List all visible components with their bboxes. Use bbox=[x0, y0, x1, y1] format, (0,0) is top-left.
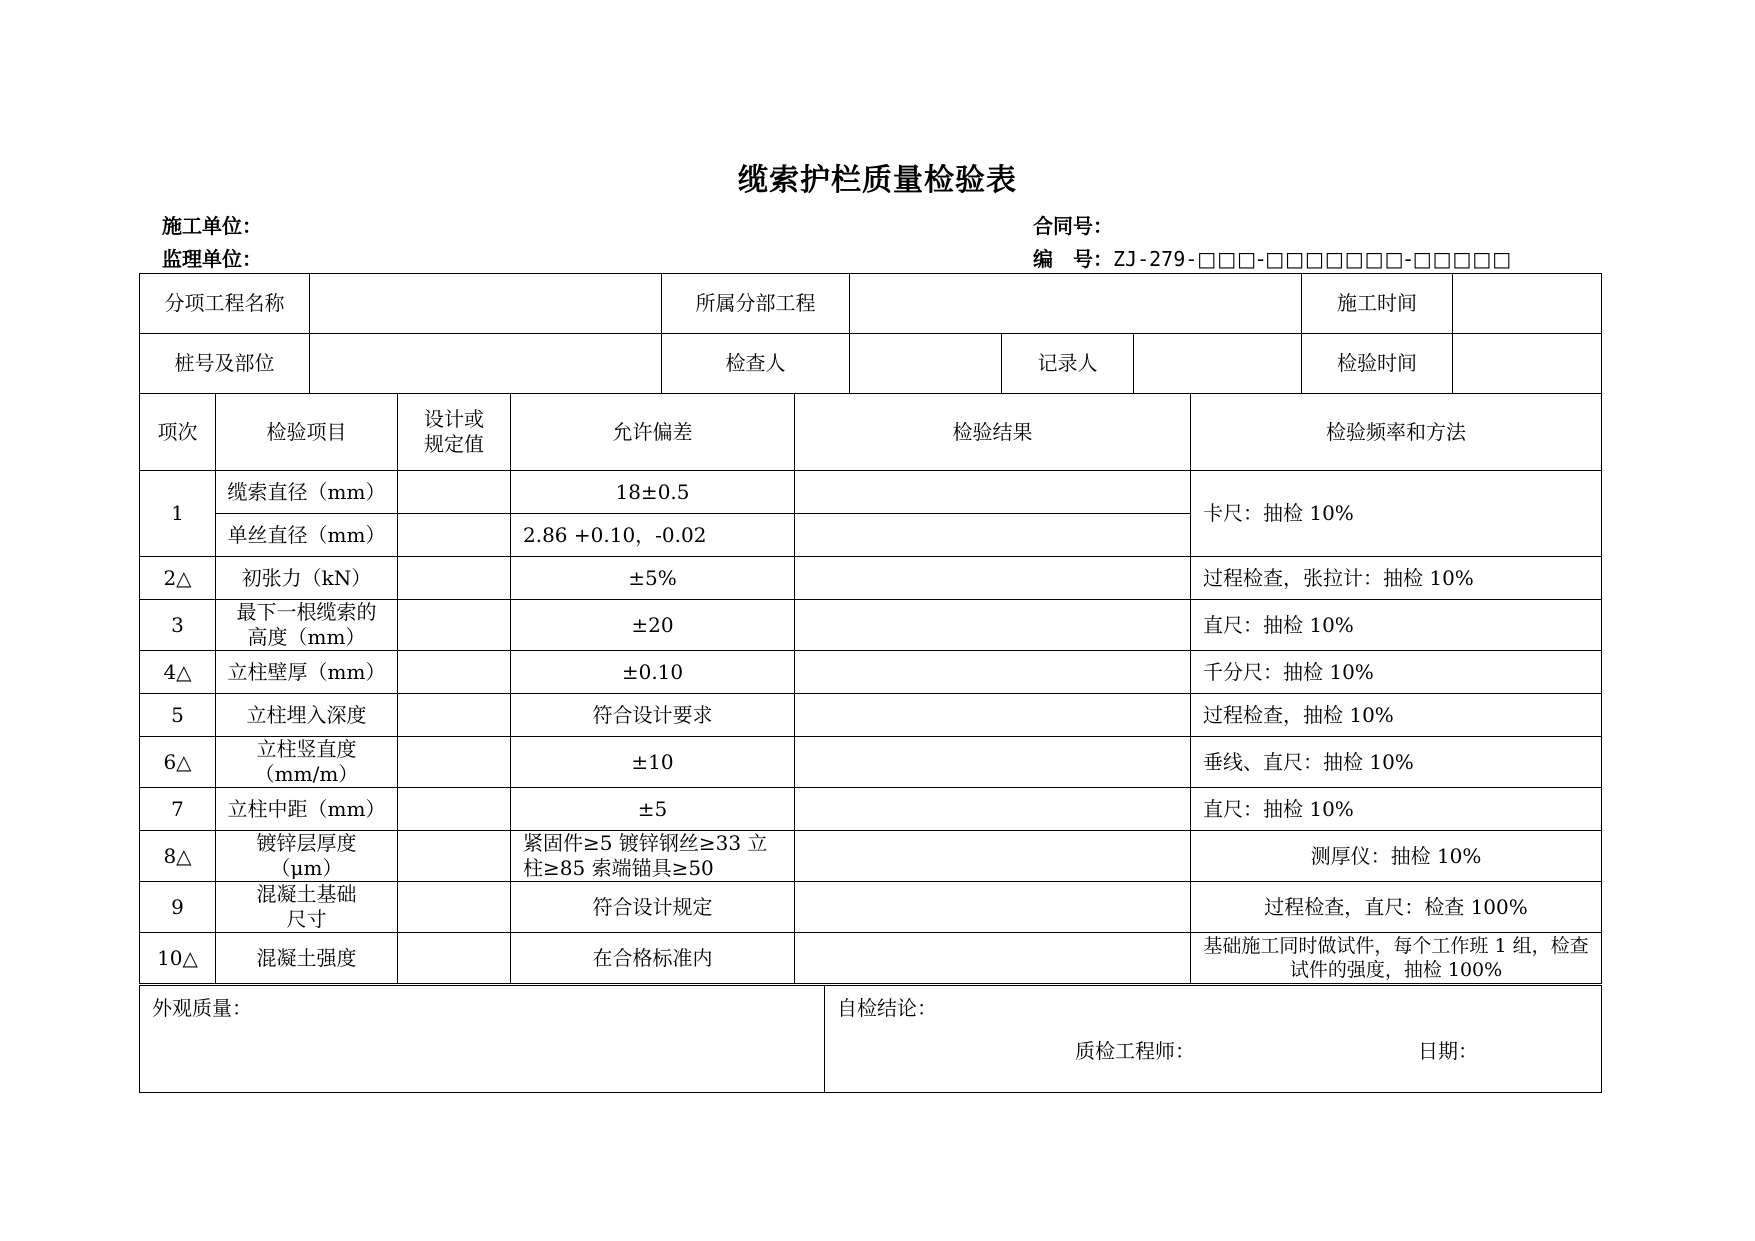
row-result-field[interactable] bbox=[795, 933, 1191, 984]
row-result-field[interactable] bbox=[795, 882, 1191, 933]
row-method: 直尺：抽检 10% bbox=[1191, 788, 1602, 831]
row-no: 10△ bbox=[140, 933, 216, 984]
row-no: 5 bbox=[140, 694, 216, 737]
row-method: 过程检查，直尺：检查 100% bbox=[1191, 882, 1602, 933]
row-no: 3 bbox=[140, 600, 216, 651]
row-tolerance: 在合格标准内 bbox=[511, 933, 795, 984]
column-header-row bbox=[140, 394, 1602, 471]
row-tolerance bbox=[511, 831, 795, 882]
qc-engineer-label: 质检工程师： bbox=[1075, 1039, 1195, 1063]
row-tolerance: ±5 bbox=[511, 788, 795, 831]
row-result-field[interactable] bbox=[795, 694, 1191, 737]
inspection-table bbox=[139, 393, 1602, 984]
row-item: 立柱埋入深度 bbox=[216, 694, 398, 737]
serial-no bbox=[1033, 243, 1512, 272]
table-row bbox=[140, 831, 1602, 882]
row-item: 混凝土强度 bbox=[216, 933, 398, 984]
col-design-text: 设计或规定值 bbox=[424, 407, 484, 456]
table-row bbox=[140, 651, 1602, 694]
division-field[interactable] bbox=[850, 274, 1302, 334]
row-tolerance: 2.86 +0.10，-0.02 bbox=[511, 514, 795, 557]
appearance-quality-cell[interactable] bbox=[140, 986, 825, 1093]
row-no: 8△ bbox=[140, 831, 216, 882]
row-no: 4△ bbox=[140, 651, 216, 694]
row-method: 千分尺：抽检 10% bbox=[1191, 651, 1602, 694]
footer-table bbox=[139, 985, 1602, 1093]
row-tolerance: ±0.10 bbox=[511, 651, 795, 694]
page-title: 缆索护栏质量检验表 bbox=[738, 163, 1017, 198]
row-design-field[interactable] bbox=[398, 788, 511, 831]
row-no: 9 bbox=[140, 882, 216, 933]
row-method: 基础施工同时做试件，每个工作班 1 组，检查试件的强度，抽检 100% bbox=[1191, 933, 1602, 984]
row-result-field[interactable] bbox=[795, 651, 1191, 694]
row-method: 垂线、直尺：抽检 10% bbox=[1191, 737, 1602, 788]
row-design-field[interactable] bbox=[398, 831, 511, 882]
row-tolerance: 符合设计规定 bbox=[511, 882, 795, 933]
inspector-label: 检查人 bbox=[662, 334, 850, 394]
supervision-unit-label: 监理单位： bbox=[162, 247, 262, 271]
table-row bbox=[140, 557, 1602, 600]
col-item: 检验项目 bbox=[216, 394, 398, 471]
table-row bbox=[140, 933, 1602, 984]
row-method: 测厚仪：抽检 10% bbox=[1191, 831, 1602, 882]
col-result: 检验结果 bbox=[795, 394, 1191, 471]
serial-no-label: 编 号： bbox=[1033, 247, 1113, 271]
row-result-field[interactable] bbox=[795, 557, 1191, 600]
row-method: 卡尺：抽检 10% bbox=[1191, 471, 1602, 557]
row-design-field[interactable] bbox=[398, 600, 511, 651]
table-row bbox=[140, 694, 1602, 737]
row-item bbox=[216, 882, 398, 933]
table-row bbox=[140, 788, 1602, 831]
row-design-field[interactable] bbox=[398, 694, 511, 737]
header-info-table bbox=[139, 273, 1602, 394]
row-design-field[interactable] bbox=[398, 514, 511, 557]
row-tolerance-text: 紧固件≥5 镀锌钢丝≥33 立柱≥85 索端锚具≥50 bbox=[523, 831, 768, 880]
row-no: 6△ bbox=[140, 737, 216, 788]
row-result-field[interactable] bbox=[795, 471, 1191, 514]
recorder-label: 记录人 bbox=[1002, 334, 1134, 394]
row-method: 直尺：抽检 10% bbox=[1191, 600, 1602, 651]
row-design-field[interactable] bbox=[398, 471, 511, 514]
row-tolerance: ±5% bbox=[511, 557, 795, 600]
row-item bbox=[216, 600, 398, 651]
row-tolerance: 18±0.5 bbox=[511, 471, 795, 514]
row-item: 立柱壁厚（mm） bbox=[216, 651, 398, 694]
construction-unit-label: 施工单位： bbox=[162, 214, 262, 238]
row-item: 单丝直径（mm） bbox=[216, 514, 398, 557]
inspection-time-label: 检验时间 bbox=[1302, 334, 1453, 394]
row-method: 过程检查，张拉计：抽检 10% bbox=[1191, 557, 1602, 600]
date-label: 日期： bbox=[1418, 1039, 1478, 1063]
serial-no-prefix: ZJ-279- bbox=[1113, 247, 1198, 271]
table-row bbox=[140, 471, 1602, 514]
row-item-text: 立柱竖直度（mm/m） bbox=[254, 737, 359, 786]
row-design-field[interactable] bbox=[398, 933, 511, 984]
contract-no-label: 合同号： bbox=[1033, 214, 1113, 238]
subitem-name-field[interactable] bbox=[310, 274, 662, 334]
row-tolerance: ±20 bbox=[511, 600, 795, 651]
row-design-field[interactable] bbox=[398, 737, 511, 788]
division-label: 所属分部工程 bbox=[662, 274, 850, 334]
row-no: 1 bbox=[140, 471, 216, 557]
row-result-field[interactable] bbox=[795, 737, 1191, 788]
col-design bbox=[398, 394, 511, 471]
recorder-field[interactable] bbox=[1134, 334, 1302, 394]
row-no: 2△ bbox=[140, 557, 216, 600]
inspection-time-field[interactable] bbox=[1453, 334, 1602, 394]
row-item: 立柱中距（mm） bbox=[216, 788, 398, 831]
row-item bbox=[216, 831, 398, 882]
construction-time-label: 施工时间 bbox=[1302, 274, 1453, 334]
row-no: 7 bbox=[140, 788, 216, 831]
row-item bbox=[216, 737, 398, 788]
row-design-field[interactable] bbox=[398, 882, 511, 933]
row-design-field[interactable] bbox=[398, 557, 511, 600]
table-row bbox=[140, 600, 1602, 651]
row-result-field[interactable] bbox=[795, 600, 1191, 651]
serial-no-boxes: □□□-□□□□□□□-□□□□□ bbox=[1197, 247, 1513, 271]
col-method: 检验频率和方法 bbox=[1191, 394, 1602, 471]
construction-time-field[interactable] bbox=[1453, 274, 1602, 334]
col-tolerance: 允许偏差 bbox=[511, 394, 795, 471]
row-item-text: 最下一根缆索的高度（mm） bbox=[236, 600, 377, 649]
row-item: 初张力（kN） bbox=[216, 557, 398, 600]
row-method: 过程检查，抽检 10% bbox=[1191, 694, 1602, 737]
row-item: 缆索直径（mm） bbox=[216, 471, 398, 514]
row-result-field[interactable] bbox=[795, 788, 1191, 831]
appearance-quality-label: 外观质量： bbox=[152, 996, 252, 1020]
col-no: 项次 bbox=[140, 394, 216, 471]
row-result-field[interactable] bbox=[795, 514, 1191, 557]
inspector-field[interactable] bbox=[850, 334, 1002, 394]
row-design-field[interactable] bbox=[398, 651, 511, 694]
subitem-name-label: 分项工程名称 bbox=[140, 274, 310, 334]
self-check-label: 自检结论： bbox=[837, 996, 937, 1020]
table-row bbox=[140, 882, 1602, 933]
row-tolerance: 符合设计要求 bbox=[511, 694, 795, 737]
table-row bbox=[140, 737, 1602, 788]
row-item-text: 混凝土基础尺寸 bbox=[256, 882, 357, 931]
row-item-text: 镀锌层厚度（μm） bbox=[256, 831, 357, 880]
row-tolerance: ±10 bbox=[511, 737, 795, 788]
station-label: 桩号及部位 bbox=[140, 334, 310, 394]
station-field[interactable] bbox=[310, 334, 662, 394]
row-result-field[interactable] bbox=[795, 831, 1191, 882]
self-check-cell[interactable] bbox=[825, 986, 1602, 1093]
